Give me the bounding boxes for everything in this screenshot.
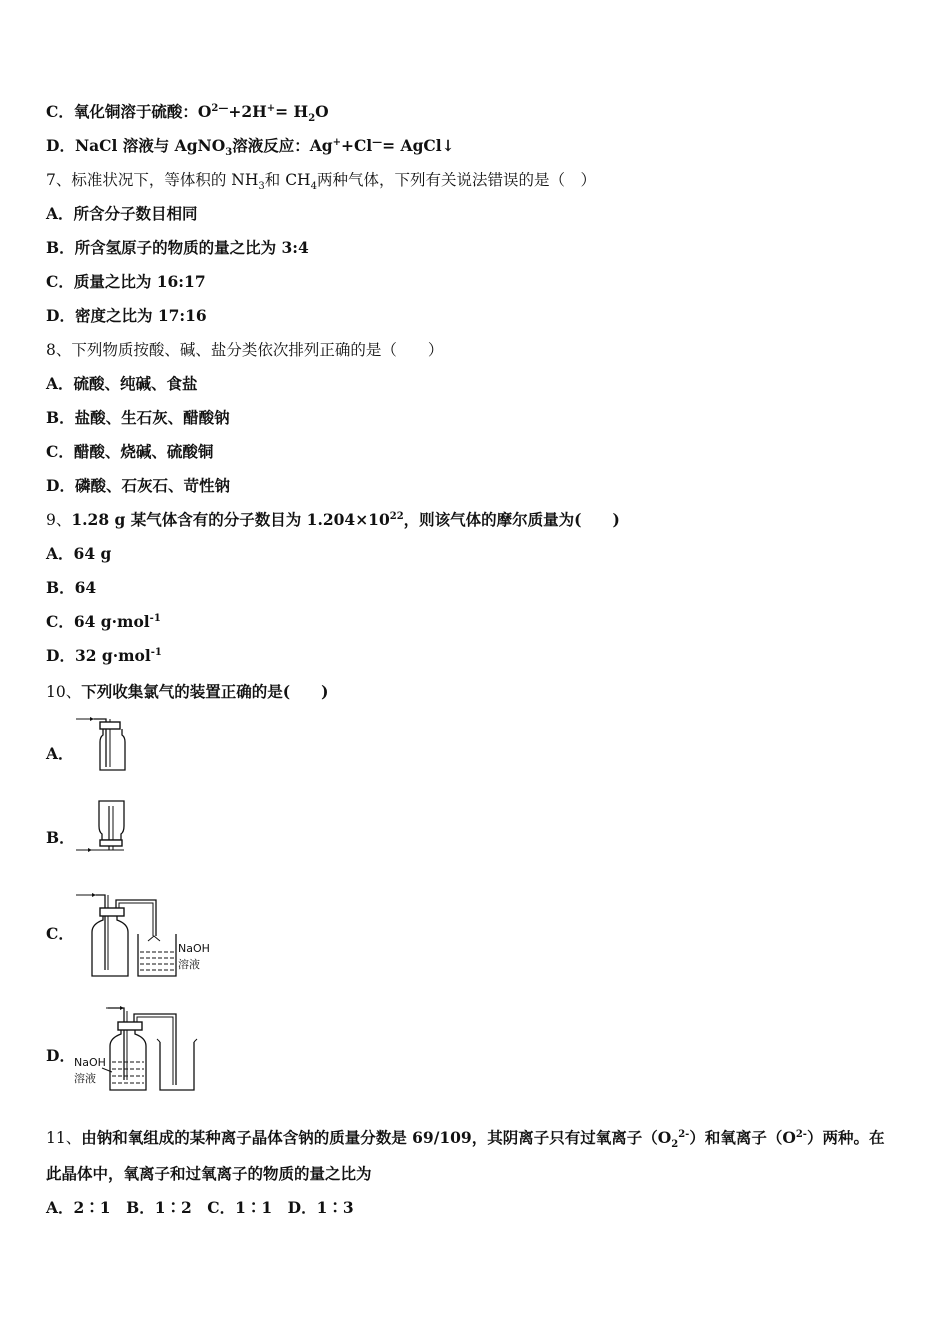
q7-option-b: B．所含氢原子的物质的量之比为 3:4 — [46, 238, 309, 257]
q6-option-d: D．NaCl 溶液与 AgNO$_3$溶液反应：Ag++Cl—= AgCl↓ — [46, 136, 455, 159]
q9-option-b: B．64 — [46, 578, 97, 597]
apparatus-d-naoh-label: NaOH — [74, 1056, 106, 1069]
q7-option-c: C．质量之比为 16:17 — [46, 272, 206, 291]
apparatus-b-inverted-bottle-icon — [72, 796, 132, 858]
q8-option-b: B．盐酸、生石灰、醋酸钠 — [46, 408, 230, 427]
q6-option-c: C．氧化铜溶于硫酸：$O^{2—}+2H^+= H_2O$ — [46, 102, 329, 125]
q11-options: A．2∶1 B．1∶2 C．1∶1 D．1∶3 — [46, 1198, 354, 1217]
q7-option-d: D．密度之比为 17:16 — [46, 306, 207, 325]
apparatus-d-washing-bottle-icon — [72, 1000, 212, 1096]
apparatus-d-solution-label: 溶液 — [74, 1072, 96, 1085]
q8-option-a: A．硫酸、纯碱、食盐 — [46, 374, 198, 393]
q8-option-c: C．醋酸、烧碱、硫酸铜 — [46, 442, 214, 461]
q11-stem-line1: 11、由钠和氧组成的某种离子晶体含钠的质量分数是 69/109，其阴离子只有过氧离子$(O_2^{2-})$和氧离子$(O^{2-})$两种。在 — [46, 1128, 885, 1151]
q10-option-c-label: C． — [46, 924, 74, 943]
q10-option-b-label: B． — [46, 828, 75, 847]
apparatus-c-bottle-beaker-icon — [72, 886, 222, 978]
q9-option-d: D．32 g·mol$^{-1}$ — [46, 646, 162, 665]
q10-option-d-label: D． — [46, 1046, 75, 1065]
q8-stem: 8、下列物质按酸、碱、盐分类依次排列正确的是（ ） — [46, 341, 444, 359]
q9-option-a: A．64 g — [46, 544, 112, 563]
q8-option-d: D．磷酸、石灰石、苛性钠 — [46, 476, 230, 495]
q9-option-c: C．64 g·mol$^{-1}$ — [46, 612, 161, 631]
q11-stem-line2: 此晶体中，氧离子和过氧离子的物质的量之比为 — [46, 1164, 372, 1183]
q10-option-a-label: A． — [46, 744, 74, 763]
apparatus-a-gas-bottle-icon — [72, 712, 132, 774]
apparatus-c-solution-label: 溶液 — [178, 958, 200, 971]
q10-stem: 10、下列收集氯气的装置正确的是( ) — [46, 682, 329, 701]
q9-stem: 9、1.28 g 某气体含有的分子数目为 $1.204\times 10^{22}$，则该气体的摩尔质量为( ) — [46, 510, 620, 529]
apparatus-c-naoh-label: NaOH — [178, 942, 210, 955]
q7-stem: 7、标准状况下，等体积的 $NH_3$和 $CH_4$两种气体，下列有关说法错误的是（ ） — [46, 171, 596, 193]
q7-option-a: A．所含分子数目相同 — [46, 204, 198, 223]
